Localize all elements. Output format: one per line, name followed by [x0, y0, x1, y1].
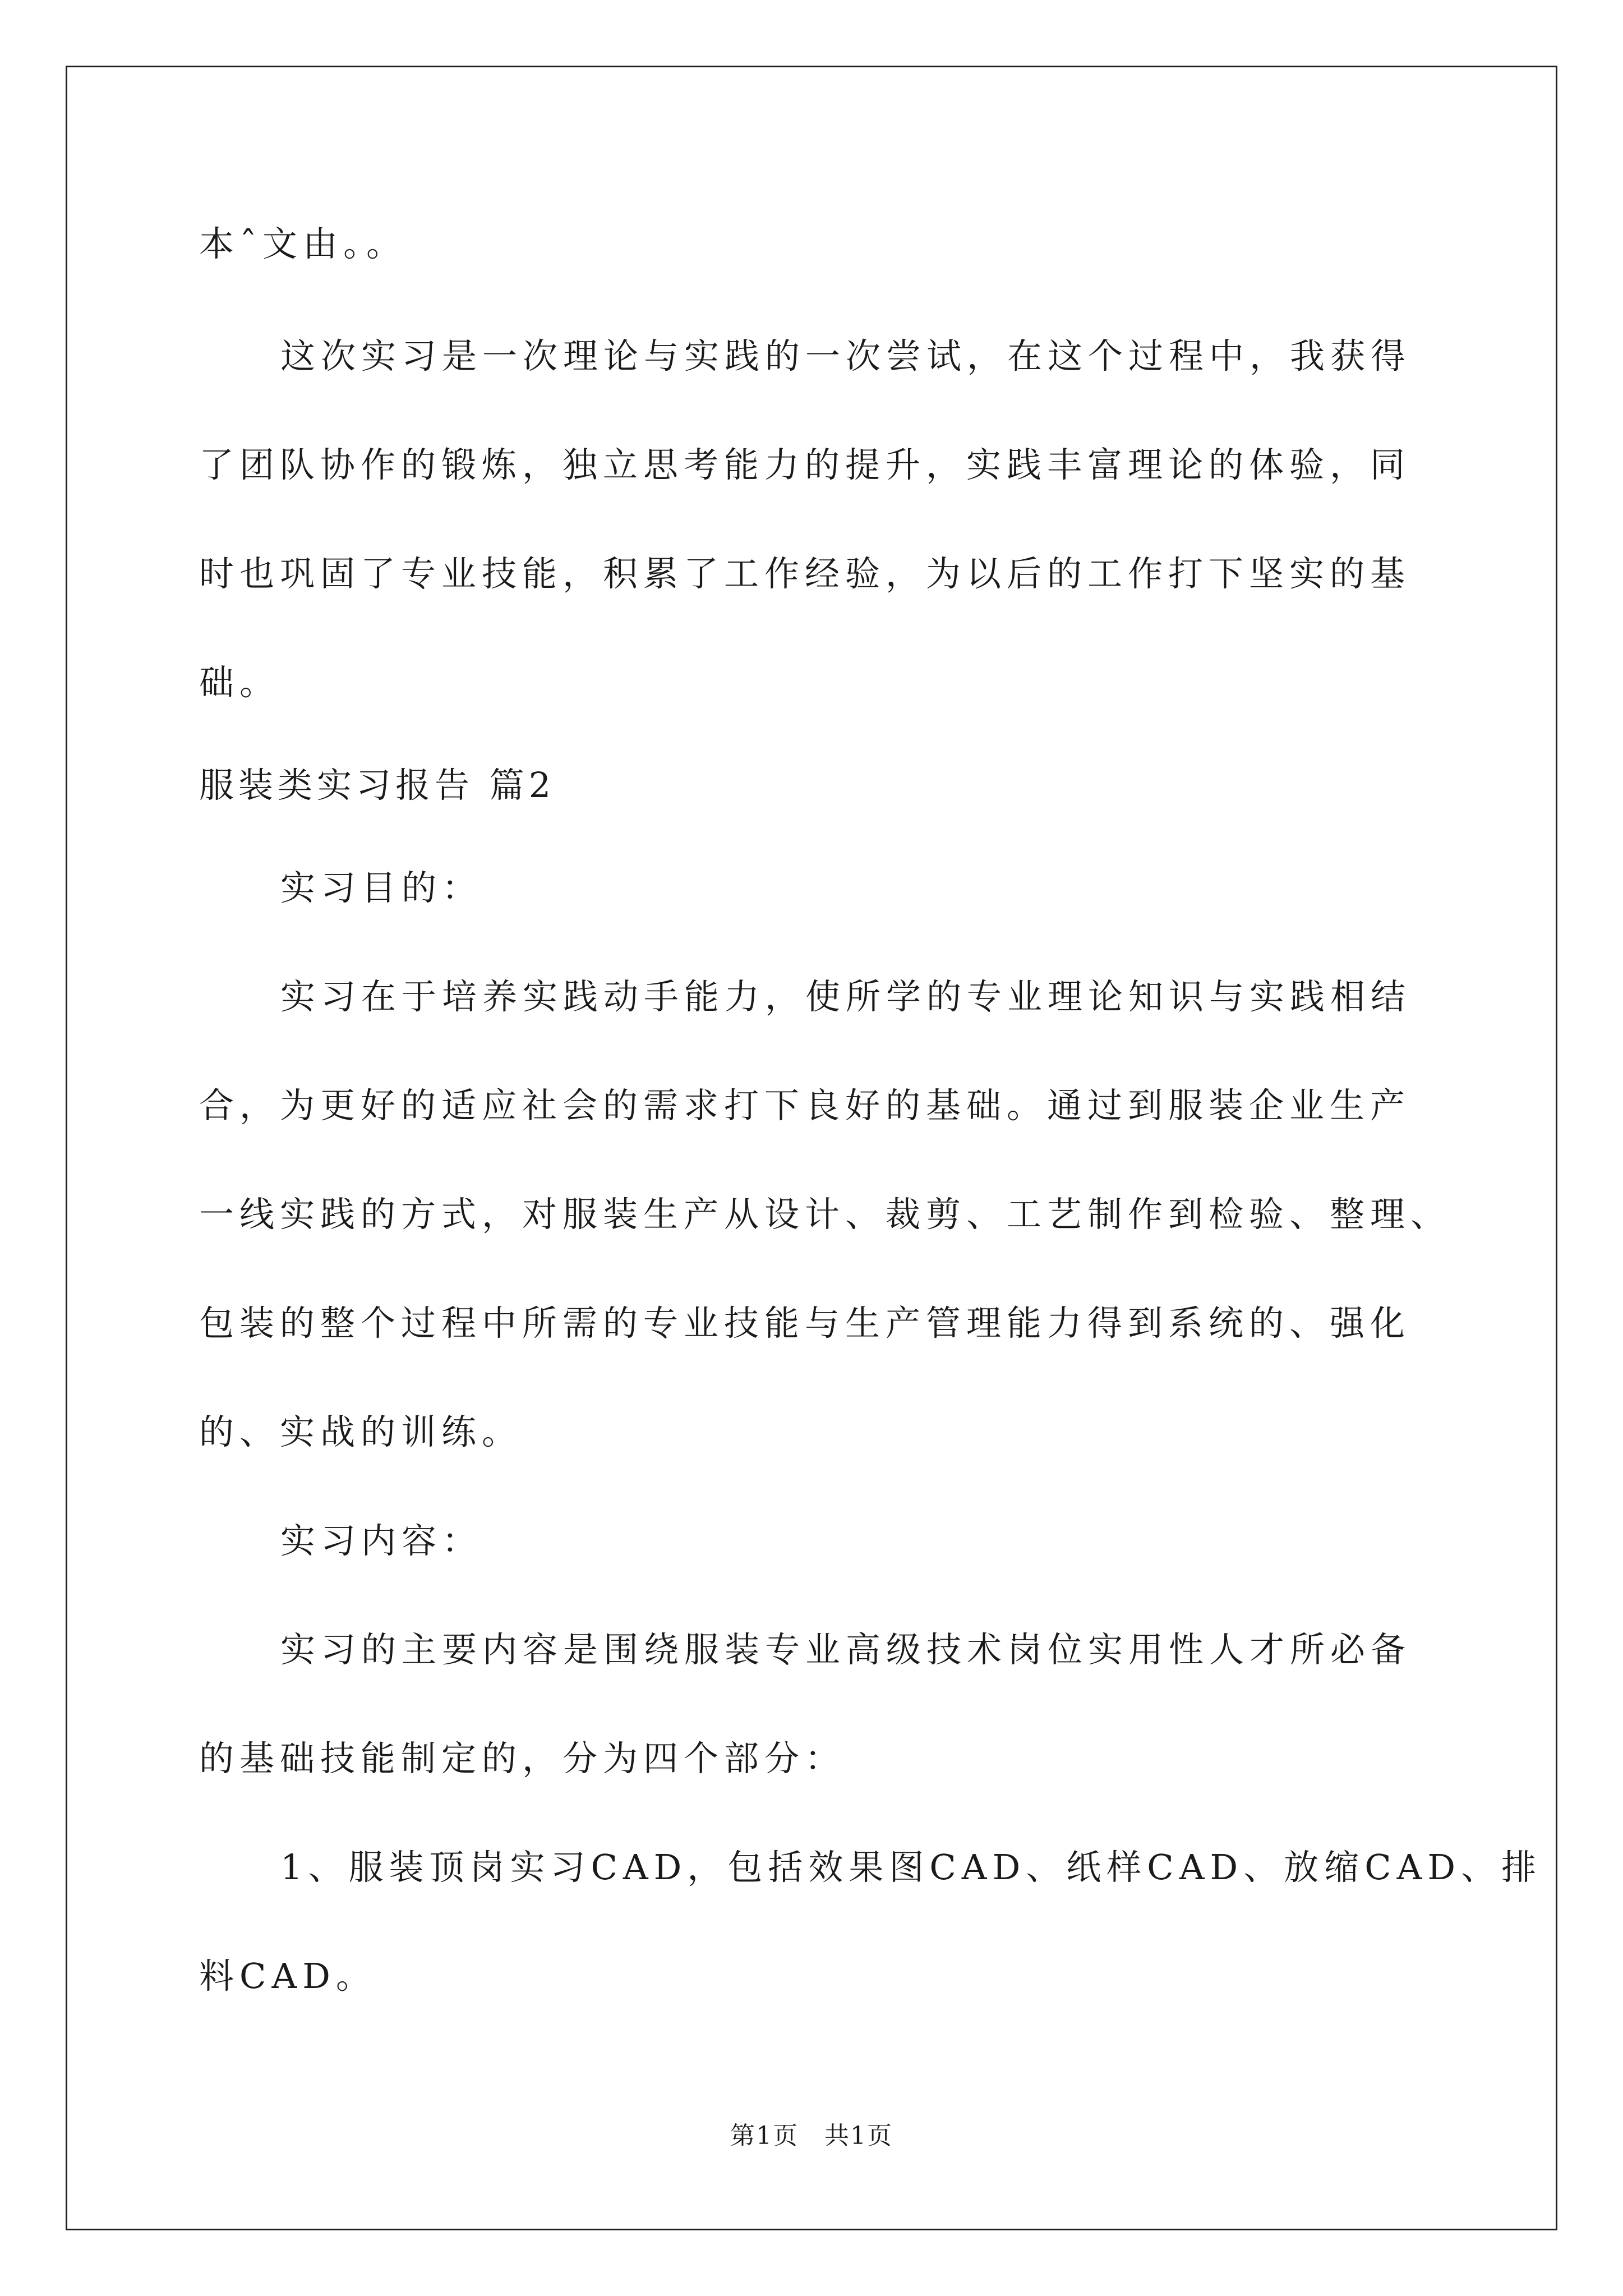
paragraph-line: 了团队协作的锻炼，独立思考能力的提升，实践丰富理论的体验，同: [199, 444, 1411, 485]
paragraph-line: 1、服装顶岗实习CAD，包括效果图CAD、纸样CAD、放缩CAD、排: [280, 1847, 1542, 1888]
paragraph-line: 本ˆ文由。。: [199, 223, 407, 264]
paragraph-line: 合，为更好的适应社会的需求打下良好的基础。通过到服装企业生产: [199, 1085, 1411, 1126]
paragraph-line: 的、实战的训练。: [199, 1411, 523, 1452]
page-footer: 第1页 共1页: [730, 2122, 893, 2150]
page-border: [66, 66, 1557, 2230]
paragraph-line: 实习目的：: [280, 867, 483, 908]
paragraph-line: 这次实习是一次理论与实践的一次尝试，在这个过程中，我获得: [280, 335, 1412, 376]
paragraph-line: 时也巩固了专业技能，积累了工作经验，为以后的工作打下坚实的基: [199, 553, 1411, 594]
paragraph-line: 实习的主要内容是围绕服装专业高级技术岗位实用性人才所必备: [280, 1629, 1412, 1670]
paragraph-line: 实习内容：: [280, 1520, 483, 1561]
section-heading: 服装类实习报告 篇2: [199, 765, 556, 806]
paragraph-line: 料CAD。: [199, 1955, 376, 1996]
paragraph-line: 实习在于培养实践动手能力，使所学的专业理论知识与实践相结: [280, 976, 1412, 1017]
paragraph-line: 包装的整个过程中所需的专业技能与生产管理能力得到系统的、强化: [199, 1303, 1411, 1343]
paragraph-line: 的基础技能制定的，分为四个部分：: [199, 1738, 846, 1779]
paragraph-line: 础。: [199, 662, 280, 703]
paragraph-line: 一线实践的方式，对服装生产从设计、裁剪、工艺制作到检验、整理、: [199, 1194, 1451, 1235]
